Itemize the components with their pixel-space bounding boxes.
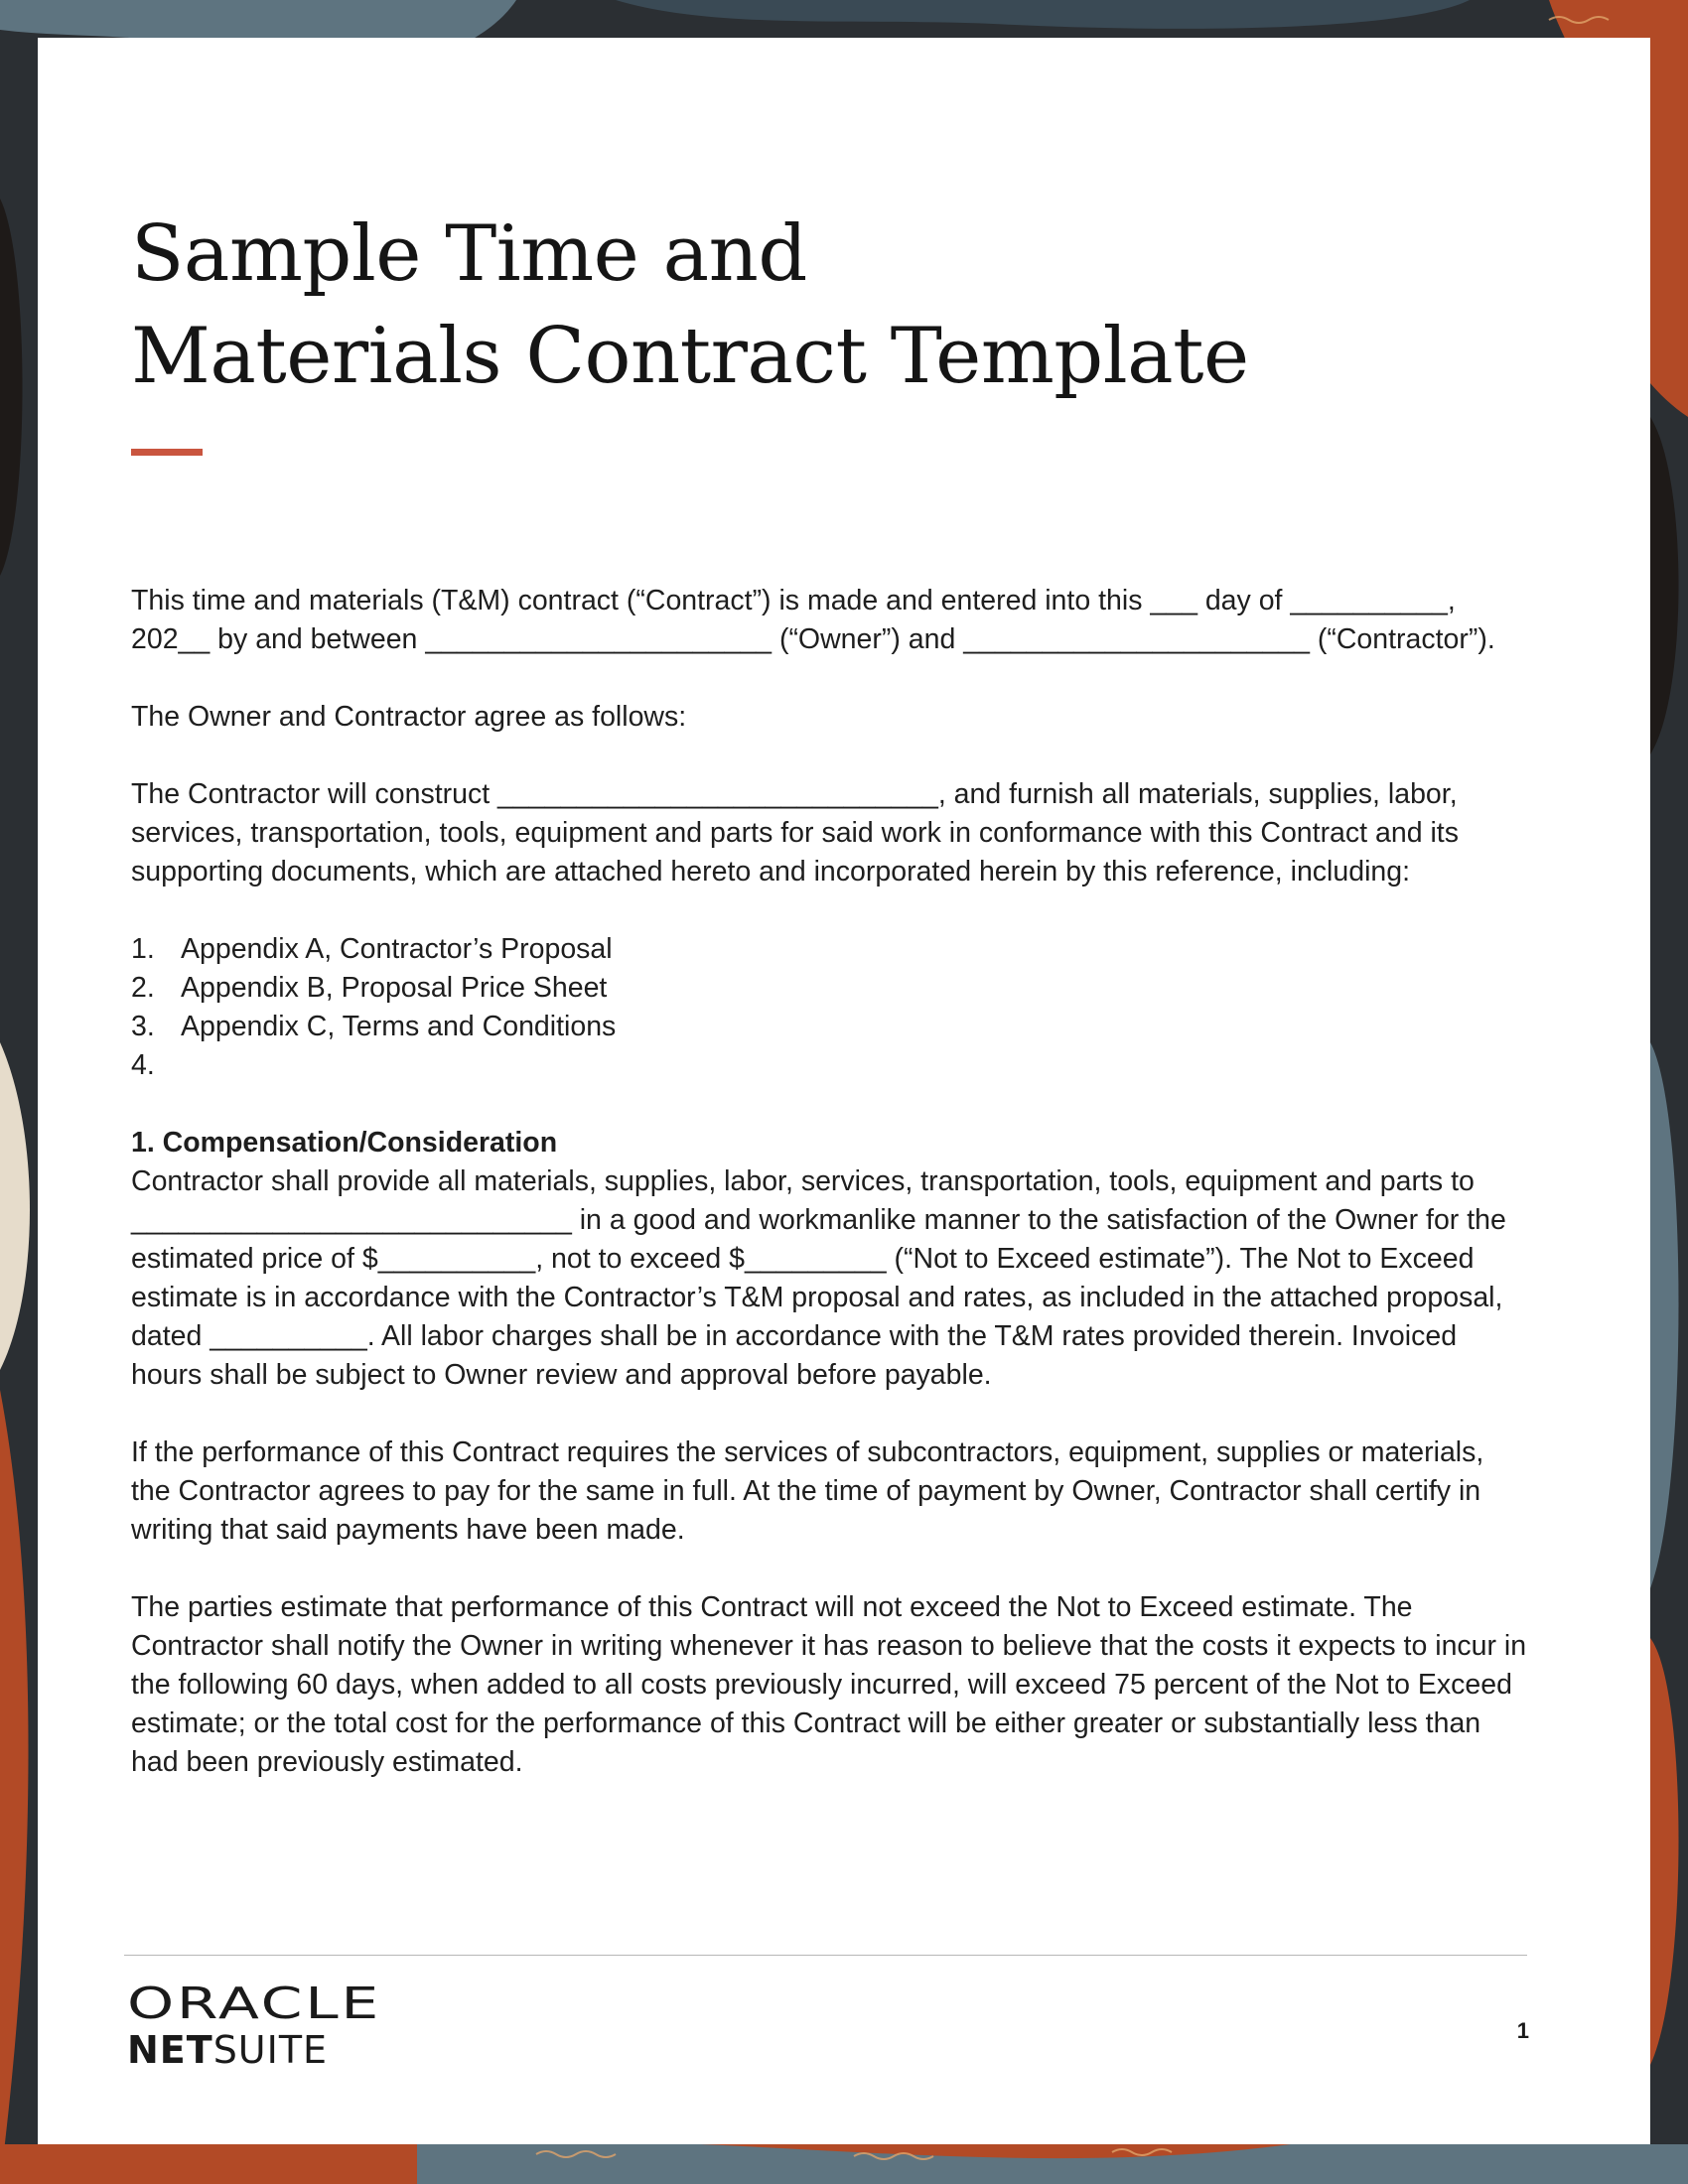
section-heading: 1. Compensation/Consideration: [131, 1127, 558, 1159]
netsuite-suite: SUITE: [212, 2028, 329, 2072]
title-line-1: Sample Time and: [131, 209, 807, 299]
document-title: [131, 204, 1249, 408]
list-item-number: 2.: [131, 972, 155, 1004]
list-item: [131, 930, 1529, 969]
list-item-text: Appendix B, Proposal Price Sheet: [181, 972, 608, 1004]
netsuite-net: NET: [127, 2028, 213, 2072]
agree-paragraph: The Owner and Contractor agree as follows:: [131, 701, 687, 733]
appendix-list: [131, 930, 1529, 1085]
title-line-2: Materials Contract Template: [131, 312, 1249, 401]
list-item: [131, 1046, 1529, 1085]
list-item-number: 1.: [131, 933, 155, 965]
list-item: [131, 969, 1529, 1008]
oracle-netsuite-logo: [127, 1980, 385, 2072]
section-compensation: [131, 1124, 1529, 1782]
footer-divider: [124, 1955, 1527, 1956]
document-body: [131, 582, 1529, 1821]
accent-bar: [131, 449, 203, 456]
list-item: [131, 1008, 1529, 1046]
list-item-number: 3.: [131, 1011, 155, 1042]
netsuite-wordmark: [127, 2028, 385, 2072]
intro-paragraph: This time and materials (T&M) contract (“Contract”) is made and entered into this ___ day of __________, 202__ by and between ______________________ (“Owner”) and ______________________ (“Contractor”).: [131, 585, 1495, 655]
list-item-number: 4.: [131, 1049, 155, 1081]
svg-text:ORACLE: ORACLE: [127, 1980, 381, 2024]
page-number: 1: [1516, 2018, 1529, 2043]
list-item-text: Appendix A, Contractor’s Proposal: [181, 933, 613, 965]
compensation-paragraph-2: If the performance of this Contract requires the services of subcontractors, equipment, supplies or materials, the Contractor agrees to pay for the same in full. At the time of payment by Owner, Contractor shall certify in writing that said payments have been made.: [131, 1436, 1484, 1546]
construct-paragraph: The Contractor will construct ____________________________, and furnish all materials, supplies, labor, services, transportation, tools, equipment and parts for said work in conformance with this Contract and its supporting documents, which are attached hereto and incorporated herein by this reference, including:: [131, 778, 1459, 887]
compensation-paragraph-1: Contractor shall provide all materials, supplies, labor, services, transportation, tools, equipment and parts to ____________________________ in a good and workmanlike manner to the satisfaction of the Owner for the estimated price of $__________, not to exceed $_________ (“Not to Exceed estimate”). The Not to Exceed estimate is in accordance with the Contractor’s T&M proposal and rates, as included in the attached proposal, dated __________. All labor charges shall be in accordance with the T&M rates provided therein. Invoiced hours shall be subject to Owner review and approval before payable.: [131, 1165, 1506, 1391]
oracle-wordmark: [127, 1980, 385, 2024]
list-item-text: Appendix C, Terms and Conditions: [181, 1011, 617, 1042]
compensation-paragraph-3: The parties estimate that performance of this Contract will not exceed the Not to Exceed estimate. The Contractor shall notify the Owner in writing whenever it has reason to believe that the costs it expects to incur in the following 60 days, when added to all costs previously incurred, will exceed 75 percent of the Not to Exceed estimate; or the total cost for the performance of this Contract will be either greater or substantially less than had been previously estimated.: [131, 1591, 1527, 1778]
